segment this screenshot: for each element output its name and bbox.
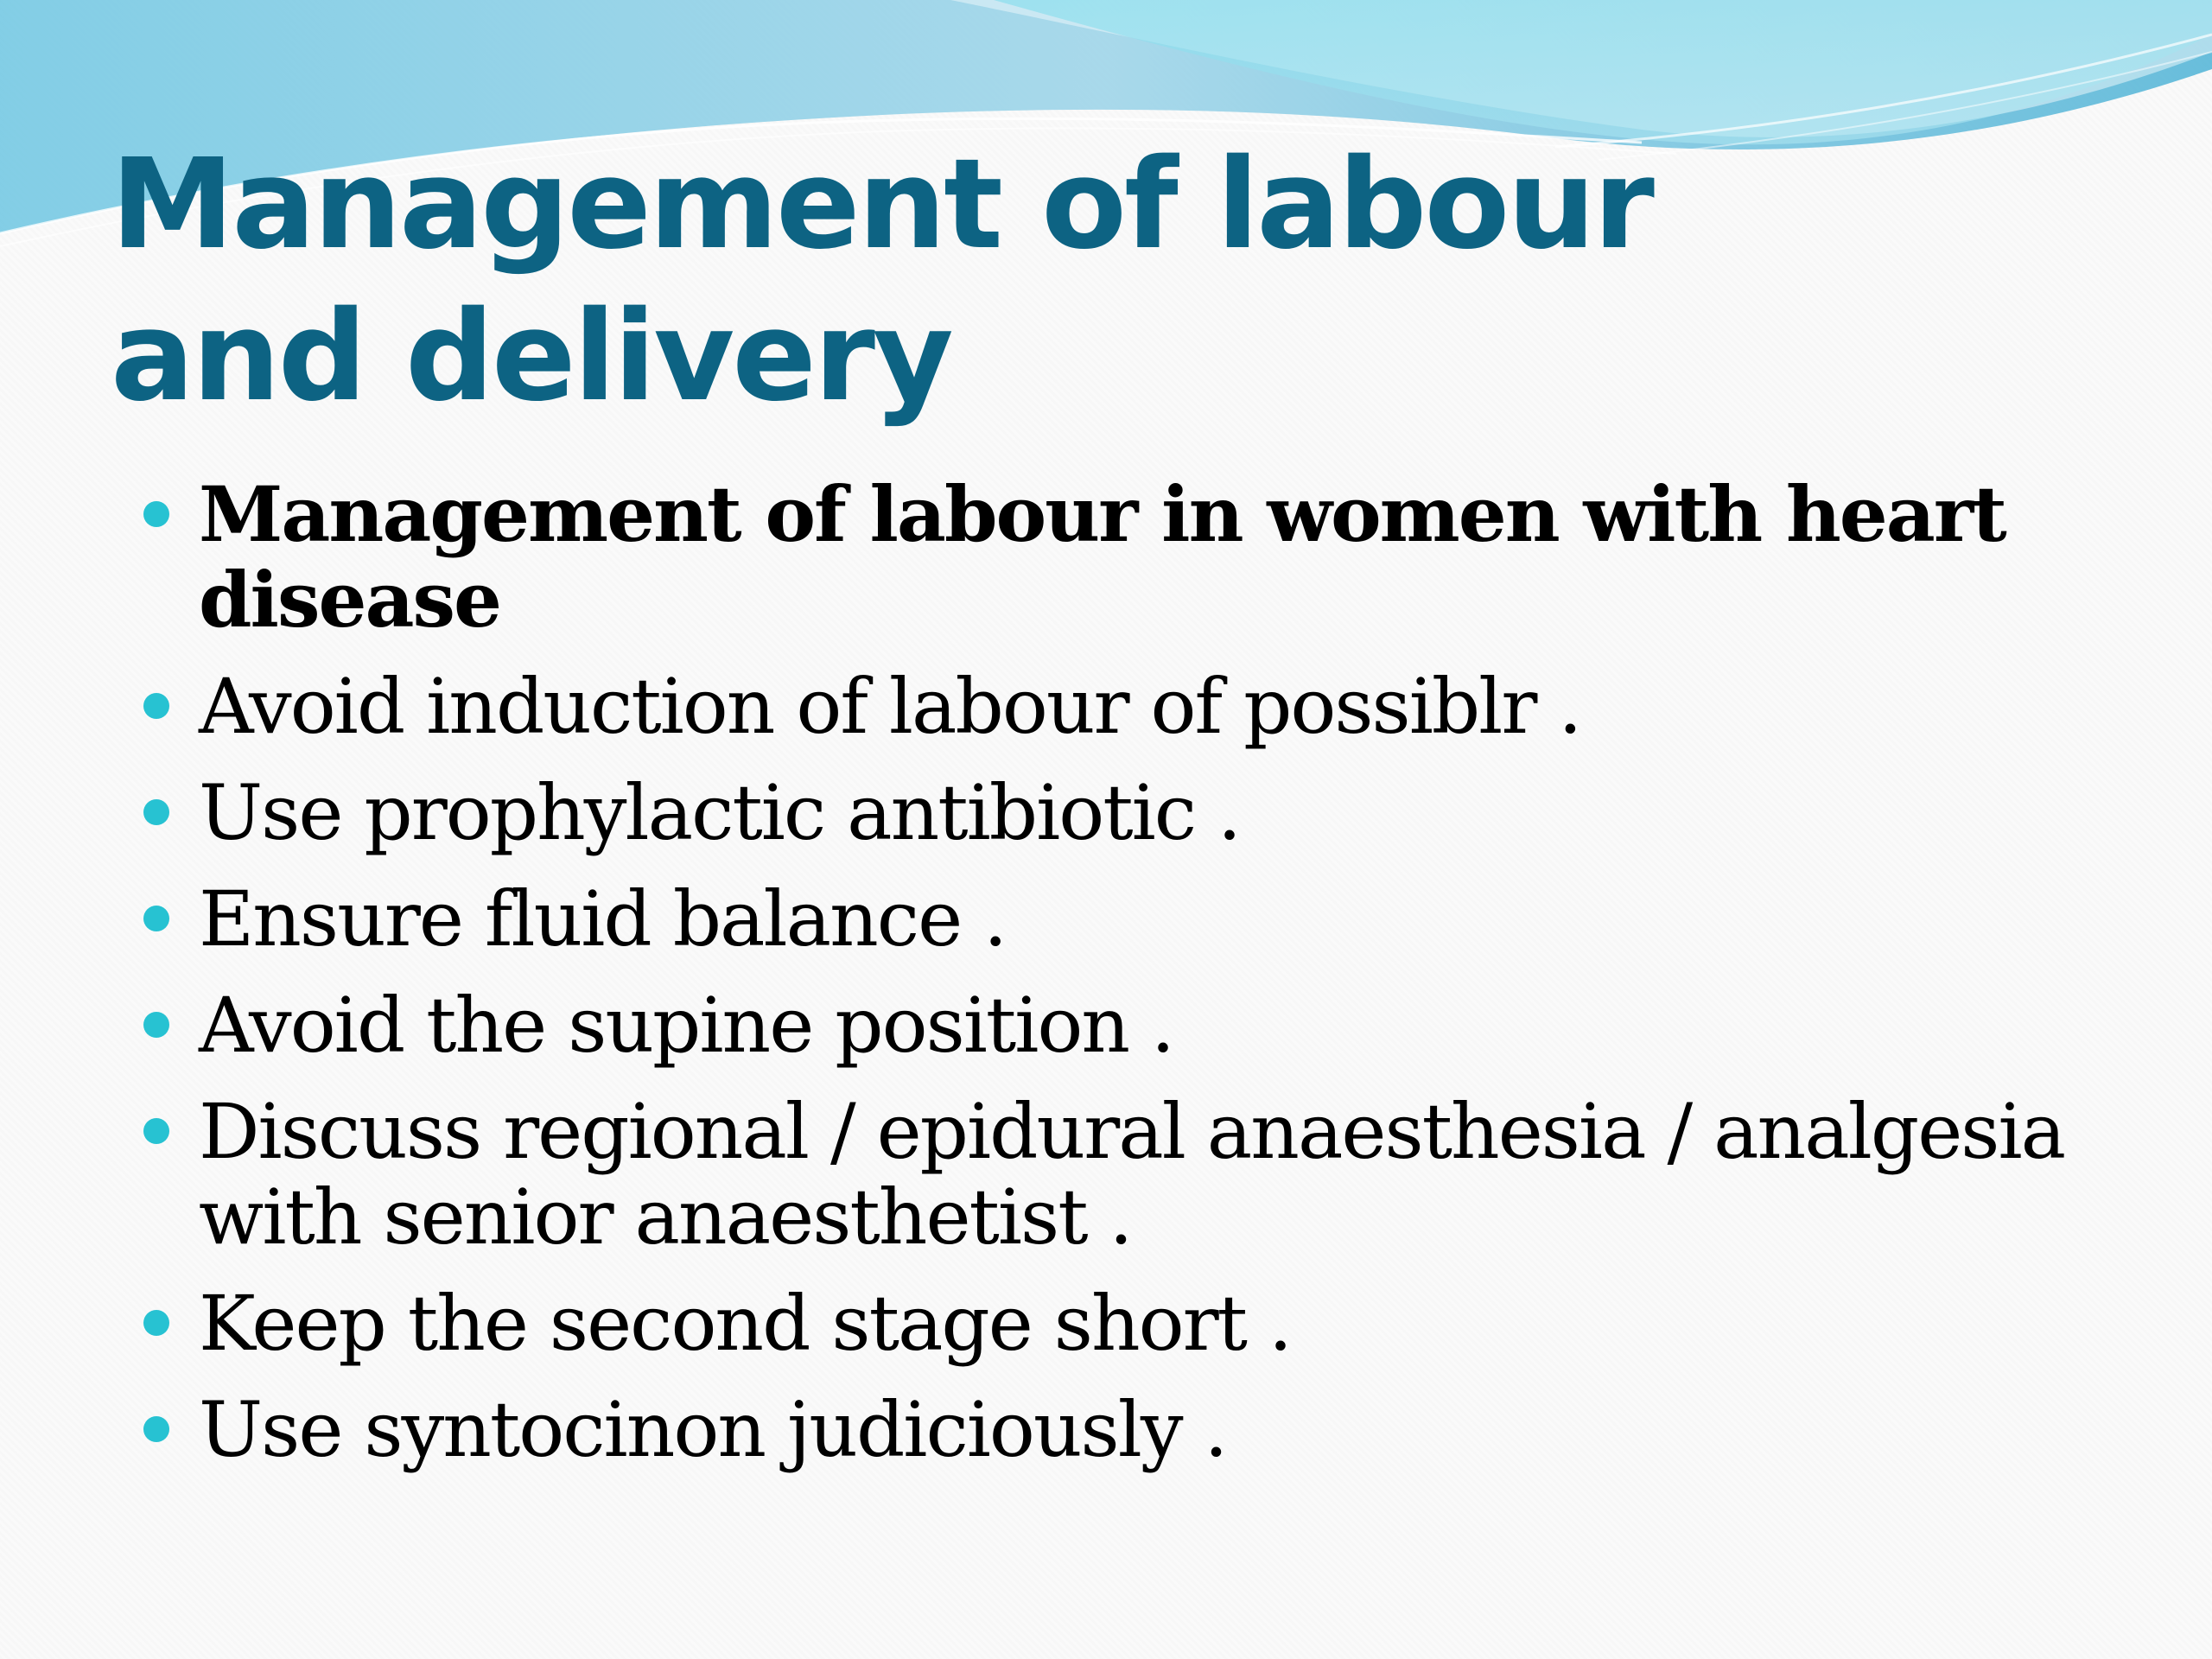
bullet-text: Ensure fluid balance . xyxy=(199,874,1007,963)
list-item xyxy=(143,770,2079,855)
bullet-icon xyxy=(143,1118,169,1144)
bullet-text: Use prophylactic antibiotic . xyxy=(199,768,1240,857)
list-item xyxy=(143,982,2079,1068)
bullet-icon xyxy=(143,906,169,931)
bullet-icon xyxy=(143,1416,169,1442)
list-item xyxy=(143,1089,2079,1260)
list-item xyxy=(143,664,2079,749)
bullet-icon xyxy=(143,501,169,527)
list-item xyxy=(143,1281,2079,1366)
bullet-text: Management of labour in women with heart disease xyxy=(199,469,2005,645)
list-item xyxy=(143,469,2079,645)
list-item xyxy=(143,876,2079,962)
bullet-icon xyxy=(143,1310,169,1336)
bullet-text: Use syntocinon judiciously . xyxy=(199,1385,1227,1474)
bullet-text: Avoid induction of labour of possiblr . xyxy=(199,662,1581,751)
slide-title: Management of labour and delivery xyxy=(111,131,1652,429)
bullet-text: Keep the second stage short . xyxy=(199,1279,1291,1368)
bullet-list xyxy=(143,469,2079,1493)
bullet-text: Discuss regional / epidural anaesthesia / analgesia with senior anaesthetist . xyxy=(199,1087,2065,1262)
bullet-text: Avoid the supine position . xyxy=(199,981,1173,1070)
list-item xyxy=(143,1387,2079,1472)
bullet-icon xyxy=(143,1012,169,1038)
bullet-icon xyxy=(143,693,169,719)
bullet-icon xyxy=(143,799,169,825)
